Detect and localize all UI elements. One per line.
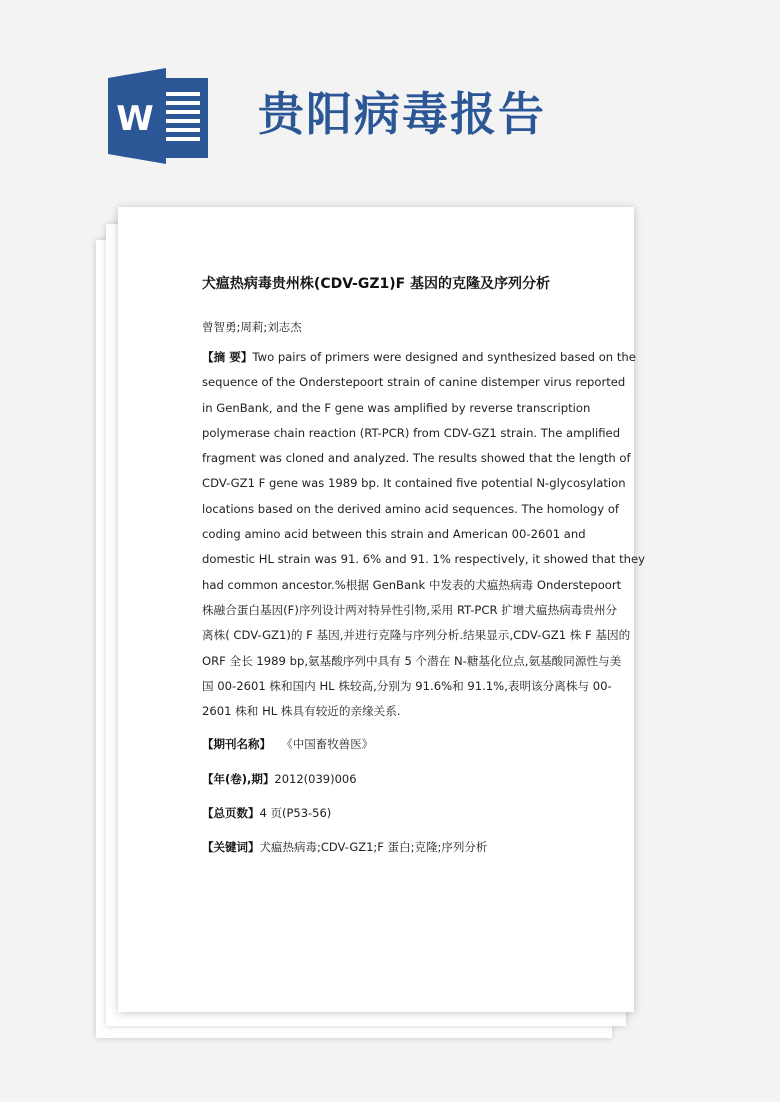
abstract-line xyxy=(202,500,620,525)
abstract-text: in GenBank, and the F gene was amplified by reverse transcription xyxy=(202,400,591,415)
journal-row xyxy=(202,736,373,752)
abstract-text: sequence of the Onderstepoort strain of canine distemper virus reported xyxy=(202,375,626,390)
abstract-text: coding amino acid between this strain and American 00-2601 and xyxy=(202,527,586,542)
abstract-line xyxy=(202,652,622,677)
abstract-text: 株融合蛋白基因(F)序列设计两对特异性引物,采用 RT-PCR 扩增犬瘟热病毒贵州分 xyxy=(202,602,618,617)
abstract-line xyxy=(202,626,631,651)
abstract-text: had common ancestor.%根据 GenBank 中发表的犬瘟热病毒 Onderstepoort xyxy=(202,577,622,592)
abstract-text: Two pairs of primers were designed and synthesized based on the xyxy=(252,350,636,364)
journal-name: 《中国畜牧兽医》 xyxy=(287,737,374,751)
keywords-value: 犬瘟热病毒;CDV-GZ1;F 蛋白;克隆;序列分析 xyxy=(259,840,488,854)
keywords-label: 【关键词】 xyxy=(202,840,260,854)
authors: 曾智勇;周莉;刘志杰 xyxy=(202,320,302,334)
abstract-line xyxy=(202,449,631,474)
abstract-text: locations based on the derived amino acid sequences. The homology of xyxy=(202,501,620,516)
abstract-text: fragment was cloned and analyzed. The results showed that the length of xyxy=(202,451,631,466)
abstract-text: CDV-GZ1 F gene was 1989 bp. It contained five potential N-glycosylation xyxy=(202,476,626,491)
document-page xyxy=(118,207,646,1012)
abstract-text: polymerase chain reaction (RT-PCR) from CDV-GZ1 strain. The amplified xyxy=(202,425,621,440)
issue-row xyxy=(202,771,357,787)
abstract-line xyxy=(202,525,612,550)
banner-title: 贵阳病毒报告 xyxy=(258,87,546,141)
abstract-line xyxy=(202,702,612,727)
abstract-text: 国 00-2601 株和国内 HL 株较高,分别为 91.6%和 91.1%,表明该分离株与 00- xyxy=(202,678,612,693)
pages-row xyxy=(202,805,331,821)
abstract-text: ORF 全长 1989 bp,氨基酸序列中具有 5 个潜在 N-糖基化位点,氨基酸同源性与美 xyxy=(202,653,622,668)
abstract-text: domestic HL strain was 91. 6% and 91. 1% respectively, it showed that they xyxy=(202,552,646,567)
keywords-row xyxy=(202,839,487,855)
abstract-line xyxy=(202,424,621,449)
abstract-label: 【摘 要】 xyxy=(202,350,253,364)
issue-value: 2012(039)006 xyxy=(274,772,357,786)
issue-label: 【年(卷),期】 xyxy=(202,772,275,786)
abstract-line xyxy=(202,474,626,499)
abstract-line xyxy=(202,399,612,424)
abstract-text: 2601 株和 HL 株具有较近的亲缘关系. xyxy=(202,704,401,719)
abstract-line xyxy=(202,550,646,575)
pages-value: 4 页(P53-56) xyxy=(259,806,332,820)
abstract-line xyxy=(202,576,622,601)
abstract-line xyxy=(202,373,626,398)
pages-label: 【总页数】 xyxy=(202,806,260,820)
abstract-text: 离株( CDV-GZ1)的 F 基因,并进行克隆与序列分析.结果显示,CDV-GZ1 株 F 基因的 xyxy=(202,628,631,643)
journal-label: 【期刊名称】 xyxy=(202,737,271,751)
abstract-line xyxy=(202,601,618,626)
abstract-line xyxy=(202,348,636,373)
svg-text:W: W xyxy=(116,99,154,139)
document-title: 犬瘟热病毒贵州株(CDV-GZ1)F 基因的克隆及序列分析 xyxy=(201,276,551,292)
word-document-icon xyxy=(108,68,208,164)
abstract xyxy=(202,348,646,727)
abstract-line xyxy=(202,677,612,702)
